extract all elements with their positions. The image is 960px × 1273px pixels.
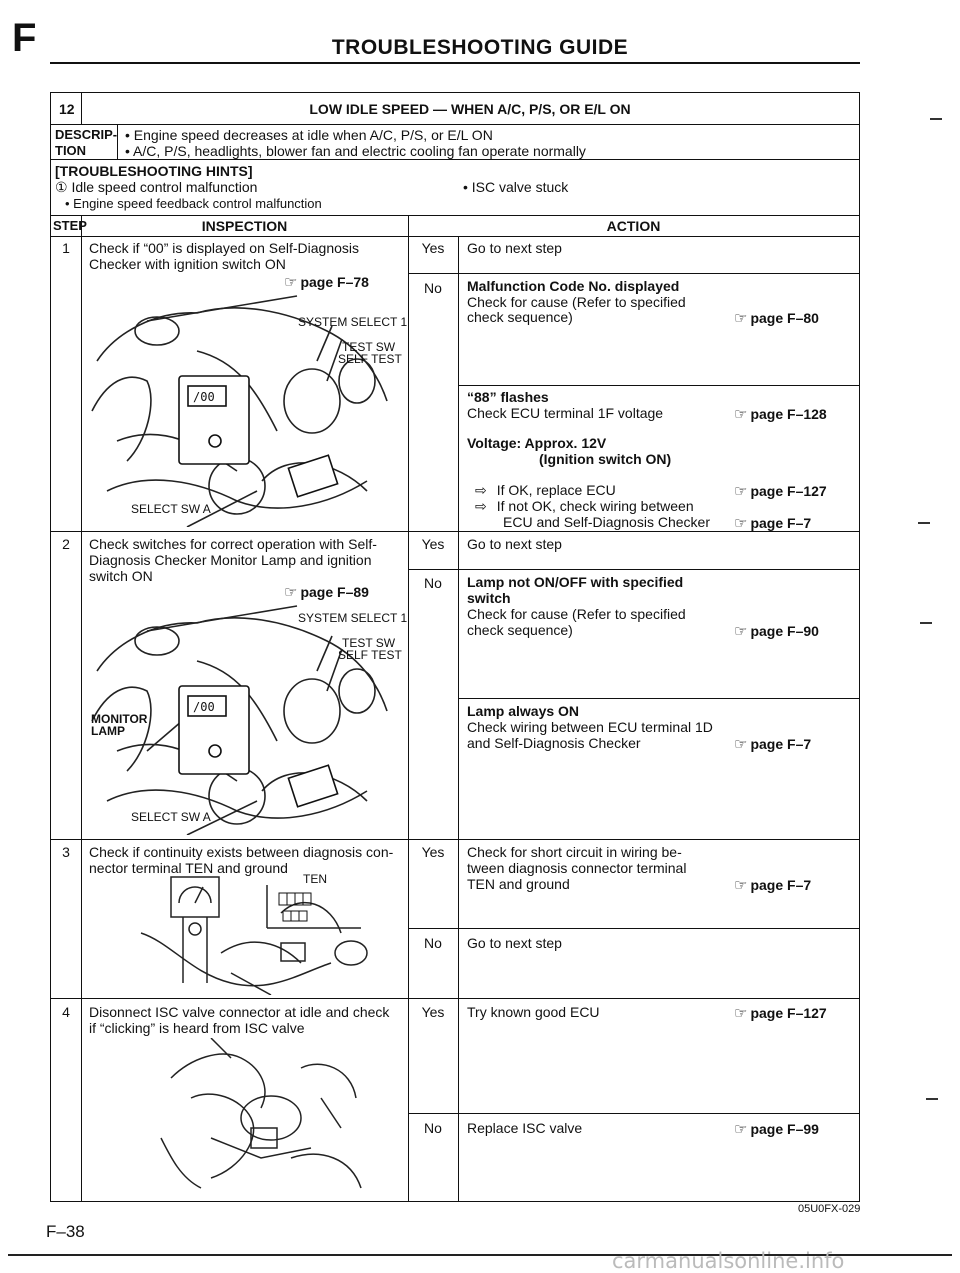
step-number: 1	[62, 240, 70, 256]
svg-text:/00: /00	[193, 390, 215, 404]
rule-description	[51, 159, 859, 160]
step1-inspection-ref: ☞ page F–78	[284, 274, 369, 291]
step3-yes-line-3: TEN and ground	[467, 876, 570, 892]
step4-no-label: No	[424, 1120, 442, 1136]
step-number: 2	[62, 536, 70, 552]
step1-no-a-heading: Malfunction Code No. displayed	[467, 278, 680, 294]
fig2-label-system-select: SYSTEM SELECT 1	[298, 611, 408, 625]
step3-yes-ref: ☞ page F–7	[734, 877, 812, 894]
step1-sub-1-ref: ☞ page F–127	[734, 483, 827, 500]
step2-no-b-ref: ☞ page F–7	[734, 736, 812, 753]
step3-inspection-1: Check if continuity exists between diagnosis con-	[89, 844, 394, 860]
description-line-1: • Engine speed decreases at idle when A/C, P/S, or E/L ON	[125, 127, 493, 143]
hand-pointer-icon: ☞	[284, 274, 298, 291]
step1-sub-2: ⇨ If not OK, check wiring between	[475, 498, 694, 514]
step2-no-b-line-1: Check wiring between ECU terminal 1D	[467, 719, 713, 735]
fig2-label-select-sw: SELECT SW A	[131, 810, 211, 824]
step2-no-a-heading: Lamp not ON/OFF with specified	[467, 574, 684, 590]
fig1-label-system-select: SYSTEM SELECT 1	[298, 315, 408, 329]
step2-inspection-2: Diagnosis Checker Monitor Lamp and ignition	[89, 552, 372, 568]
step2-no-b-heading: Lamp always ON	[467, 703, 580, 719]
step1-voltage: Voltage: Approx. 12V	[467, 435, 607, 451]
step2-yes-action: Go to next step	[467, 536, 562, 552]
rule-s2-no-a	[458, 698, 859, 699]
step1-no-a-ref: ☞ page F–80	[734, 310, 819, 327]
step1-no-b-heading: “88” flashes	[467, 389, 549, 405]
step1-voltage-note: (Ignition switch ON)	[539, 451, 672, 467]
step4-yes-label: Yes	[421, 1004, 445, 1020]
description-label-2: TION	[55, 143, 87, 158]
vrule-inspection	[408, 215, 409, 1201]
col-inspection: INSPECTION	[201, 218, 288, 234]
description-line-2: • A/C, P/S, headlights, blower fan and electric cooling fan operate normally	[125, 143, 586, 159]
fig1-label-test-sw: TEST SW	[342, 340, 396, 354]
vrule-step	[81, 215, 82, 1201]
step3-yes-label: Yes	[421, 844, 445, 860]
step2-no-a-line-1: Check for cause (Refer to specified	[467, 606, 686, 622]
rule-colheader	[51, 236, 859, 237]
step-number: 3	[62, 844, 70, 860]
step-number: 4	[62, 1004, 70, 1020]
fig2-label-monitor: MONITOR	[91, 712, 148, 726]
fig2-label-self-test: SELF TEST	[338, 648, 402, 662]
step1-no-a-line-2: check sequence)	[467, 309, 573, 325]
step2-no-a-ref: ☞ page F–90	[734, 623, 819, 640]
step3-no-action: Go to next step	[467, 935, 562, 951]
fig2-label-test-sw: TEST SW	[342, 636, 396, 650]
rule-s2-yes	[408, 569, 859, 570]
step3-yes-line-1: Check for short circuit in wiring be-	[467, 844, 682, 860]
table-number: 12	[59, 101, 75, 117]
step4-no-ref: ☞ page F–99	[734, 1121, 819, 1138]
svg-text:/00: /00	[193, 700, 215, 714]
step1-no-a-line-1: Check for cause (Refer to specified	[467, 294, 686, 310]
step1-yes-label: Yes	[421, 240, 445, 256]
isc-valve-figure	[151, 1038, 381, 1198]
vrule-desc	[117, 124, 118, 159]
step1-sub-2-ref: ☞ page F–7	[734, 515, 812, 532]
step1-yes-action: Go to next step	[467, 240, 562, 256]
hand-pointer-icon: ☞	[284, 584, 298, 601]
vrule-yesno	[458, 236, 459, 1201]
header-rule	[50, 62, 860, 64]
page-title: TROUBLESHOOTING GUIDE	[331, 36, 629, 59]
page-number: F–38	[46, 1222, 85, 1241]
fig3-label-ten: TEN	[303, 872, 327, 886]
step4-no-action: Replace ISC valve	[467, 1120, 583, 1136]
hint-1: ① Idle speed control malfunction	[55, 179, 258, 195]
step2-inspection-3: switch ON	[89, 568, 153, 584]
step1-inspection-1: Check if “00” is displayed on Self-Diagnosis	[89, 240, 360, 256]
arrow-icon: ⇨	[475, 482, 487, 498]
watermark: carmanualsonline.info	[612, 1249, 845, 1273]
fig2-label-lamp: LAMP	[91, 724, 125, 738]
hints-title: [TROUBLESHOOTING HINTS]	[55, 163, 253, 179]
hint-3: • ISC valve stuck	[463, 179, 569, 195]
step2-no-b-line-2: and Self-Diagnosis Checker	[467, 735, 641, 751]
continuity-check-figure	[131, 873, 391, 995]
step4-inspection-2: if “clicking” is heard from ISC valve	[89, 1020, 305, 1036]
figure-code: 05U0FX-029	[798, 1203, 861, 1215]
rule-s1-no-a	[458, 385, 859, 386]
arrow-icon: ⇨	[475, 498, 487, 514]
margin-tick	[920, 622, 932, 624]
step4-yes-ref: ☞ page F–127	[734, 1005, 827, 1022]
step3-yes-line-2: tween diagnosis connector terminal	[467, 860, 687, 876]
step4-inspection-1: Disonnect ISC valve connector at idle and check	[89, 1004, 390, 1020]
troubleshooting-table	[50, 92, 860, 1202]
step1-sub-1: ⇨ If OK, replace ECU	[475, 482, 616, 498]
margin-tick	[930, 118, 942, 120]
step2-inspection-1: Check switches for correct operation with Self-	[89, 536, 377, 552]
fig1-label-self-test: SELF TEST	[338, 352, 402, 366]
rule-s3-yes	[408, 928, 859, 929]
step2-yes-label: Yes	[421, 536, 445, 552]
step1-sub-2-cont: ECU and Self-Diagnosis Checker	[503, 514, 710, 530]
rule-step3	[51, 998, 859, 999]
step2-no-label: No	[424, 575, 442, 591]
step1-no-b-line-1: Check ECU terminal 1F voltage	[467, 405, 664, 421]
step3-no-label: No	[424, 935, 442, 951]
step3-inspection-2: nector terminal TEN and ground	[89, 860, 288, 876]
description-label-1: DESCRIP-	[55, 127, 118, 142]
rule-step2	[51, 839, 859, 840]
rule-hints	[51, 215, 859, 216]
step1-no-label: No	[424, 280, 442, 296]
rule-s4-yes	[408, 1113, 859, 1114]
section-letter: F	[12, 16, 37, 60]
step4-yes-action: Try known good ECU	[467, 1004, 600, 1020]
hint-2: • Engine speed feedback control malfunction	[65, 196, 322, 211]
step2-no-a-heading-2: switch	[467, 590, 511, 606]
rule-s1-yes	[408, 273, 859, 274]
step1-no-b-ref: ☞ page F–128	[734, 406, 827, 423]
col-action: ACTION	[606, 218, 661, 234]
margin-tick	[926, 1098, 938, 1100]
col-step: STEP	[53, 218, 87, 233]
step1-inspection-2: Checker with ignition switch ON	[89, 256, 286, 272]
rule-title	[51, 124, 859, 125]
margin-tick	[918, 522, 930, 524]
step2-no-a-line-2: check sequence)	[467, 622, 573, 638]
step2-inspection-ref: ☞ page F–89	[284, 584, 369, 601]
fig1-label-select-sw: SELECT SW A	[131, 502, 211, 516]
table-title: LOW IDLE SPEED — WHEN A/C, P/S, OR E/L ON	[309, 101, 631, 117]
